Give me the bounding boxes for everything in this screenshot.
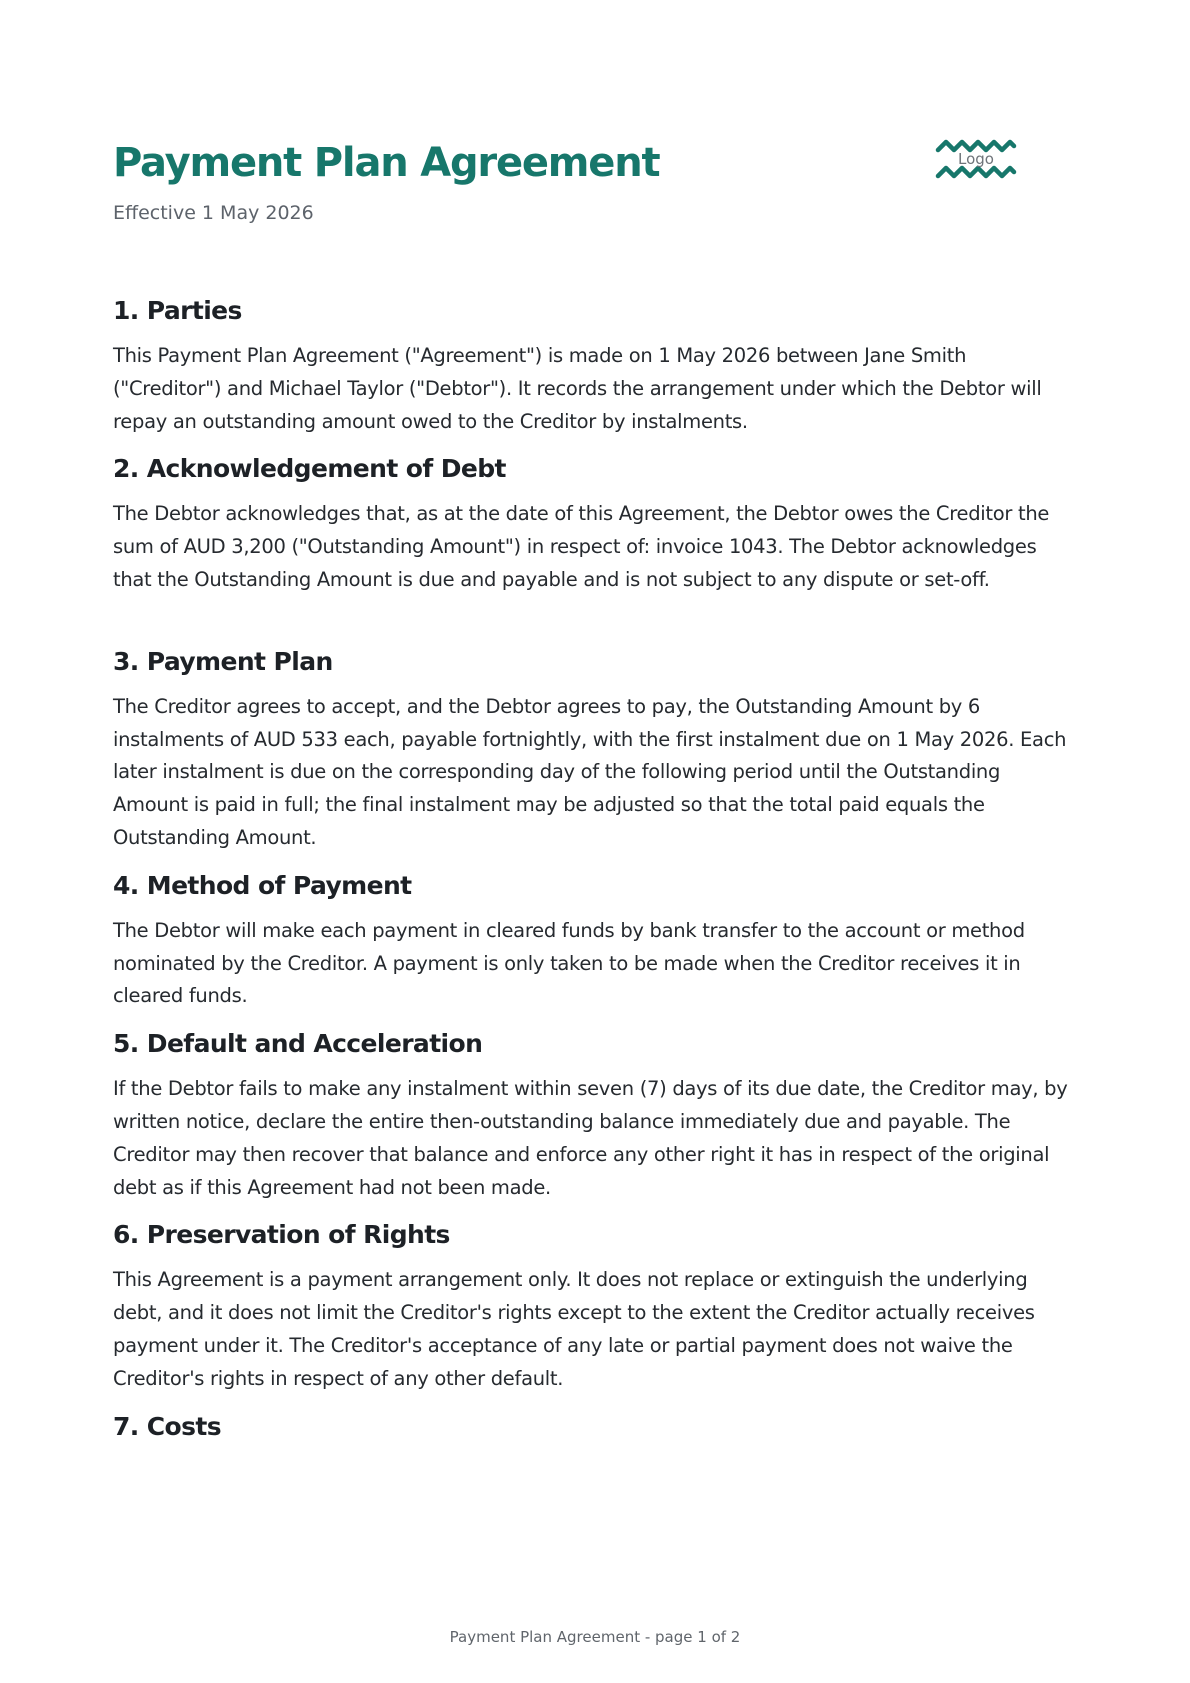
section-heading: 7. Costs [113,1411,222,1441]
document-title: Payment Plan Agreement [113,140,660,186]
section-heading: 4. Method of Payment [113,870,412,900]
section-heading: 2. Acknowledgement of Debt [113,454,506,484]
section-body: If the Debtor fails to make any instalment within seven (7) days of its due date, the Creditor may, by written notice, declare the entire then-outstanding balance immediately due and payable. The Creditor may then recover that balance and enforce any other right it has in respect of the original debt as if this Agreement had not been made. [113,1077,1068,1199]
section-method-of-payment [113,865,1073,1013]
section-heading: 1. Parties [113,296,242,325]
section-default-and-acceleration [113,1023,1073,1204]
section-acknowledgement-of-debt [113,448,1073,596]
section-heading: 6. Preservation of Rights [113,1220,450,1250]
section-parties [113,290,1073,438]
section-body: The Debtor acknowledges that, as at the date of this Agreement, the Debtor owes the Creditor the sum of AUD 3,200 ("Outstanding Amount") in respect of: invoice 1043. The Debtor acknowledges that the Outstanding Amount is due and payable and is not subject to any dispute or set-off. [113,502,1050,591]
section-preservation-of-rights [113,1214,1073,1395]
company-logo [934,136,1018,186]
section-payment-plan [113,641,1073,855]
section-heading: 5. Default and Acceleration [113,1029,483,1059]
effective-date: Effective 1 May 2026 [113,202,314,224]
section-costs [113,1406,1073,1448]
section-body: The Creditor agrees to accept, and the Debtor agrees to pay, the Outstanding Amount by 6 instalments of AUD 533 each, payable fortnightly, with the first instalment due on 1 May 2026. Each later instalment is due on the corresponding day of the following period until the Outstanding Amount is paid in full; the final instalment may be adjusted so that the total paid equals the Outstanding Amount. [113,694,1067,849]
section-body: This Agreement is a payment arrangement only. It does not replace or extinguish the underlying debt, and it does not limit the Creditor's rights except to the extent the Creditor actually receives payment under it. The Creditor's acceptance of any late or partial payment does not waive the Creditor's rights in respect of any other default. [113,1268,1035,1390]
logo-label: Logo [958,150,994,168]
document-body [113,290,1073,1458]
section-body: This Payment Plan Agreement ("Agreement") is made on 1 May 2026 between Jane Smith ("Creditor") and Michael Taylor ("Debtor"). It records the arrangement under which the Debtor will repay an outstanding amount owed to the Creditor by instalments. [113,344,1042,433]
section-heading: 3. Payment Plan [113,646,333,676]
page-footer: Payment Plan Agreement - page 1 of 2 [449,1628,741,1646]
section-body: The Debtor will make each payment in cleared funds by bank transfer to the account or method nominated by the Creditor. A payment is only taken to be made when the Creditor receives it in cleared funds. [113,918,1025,1008]
